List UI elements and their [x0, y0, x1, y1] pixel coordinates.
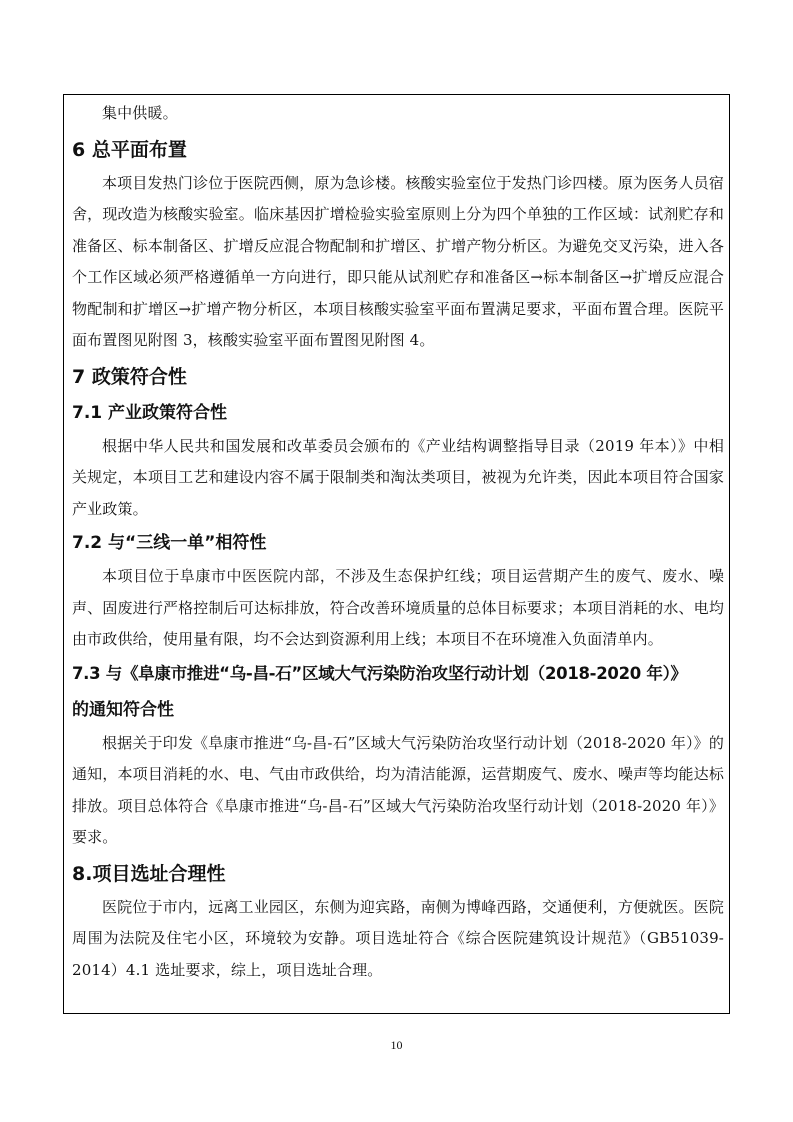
section-7-3-heading-line2: 的通知符合性	[72, 699, 174, 720]
section-7-2-paragraph: 本项目位于阜康市中医医院内部，不涉及生态保护红线；项目运营期产生的废气、废水、噪声、固废进行严格控制后可达标排放，符合改善环境质量的总体目标要求；本项目消耗的水、电均由市政供给，使用量有限，均不会达到资源利用上线；本项目不在环境准入负面清单内。	[72, 567, 724, 648]
section-8-paragraph: 医院位于市内，远离工业园区，东侧为迎宾路，南侧为博峰西路，交通便利，方便就医。医院周围为法院及住宅小区，环境较为安静。项目选址符合《综合医院建筑设计规范》（GB51039-2014）4.1 选址要求，综上，项目选址合理。	[72, 897, 724, 979]
section-8-heading: 8.项目选址合理性	[72, 862, 226, 885]
section-7-1-paragraph: 根据中华人民共和国发展和改革委员会颁布的《产业结构调整指导目录（2019 年本）》中相关规定，本项目工艺和建设内容不属于限制类和淘汰类项目，被视为允许类，因此本项目符合国家产业政策。	[72, 436, 724, 518]
section-7-2-heading: 7.2 与“三线一单”相符性	[72, 533, 267, 553]
page-number: 10	[390, 1038, 403, 1052]
section-6-paragraph: 本项目发热门诊位于医院西侧，原为急诊楼。核酸实验室位于发热门诊四楼。原为医务人员宿舍，现改造为核酸实验室。临床基因扩增检验实验室原则上分为四个单独的工作区域：试剂贮存和准备区、标本制备区、扩增反应混合物配制和扩增区、扩增产物分析区。为避免交叉污染，进入各个工作区域必须严格遵循单一方向进行，即只能从试剂贮存和准备区→标本制备区→扩增反应混合物配制和扩增区→扩增产物分析区，本项目核酸实验室平面布置满足要求，平面布置合理。医院平面布置图见附图 3，核酸实验室平面布置图见附图 4。	[72, 173, 724, 349]
section-7-3-heading-line1: 7.3 与《阜康市推进“乌-昌-石”区域大气污染防治攻坚行动计划（2018-2020 年）》	[72, 663, 687, 683]
document-body	[72, 98, 724, 986]
section-6-heading: 6 总平面布置	[72, 138, 187, 161]
section-7-heading: 7 政策符合性	[72, 365, 187, 388]
section-7-3-paragraph: 根据关于印发《阜康市推进“乌-昌-石”区域大气污染防治攻坚行动计划（2018-2020 年）》的通知，本项目消耗的水、电、气由市政供给，均为清洁能源，运营期废气、废水、噪声等均能达标排放。项目总体符合《阜康市推进“乌-昌-石”区域大气污染防治攻坚行动计划（2018-2020 年）》要求。	[72, 733, 724, 846]
intro-tail-paragraph: 集中供暖。	[102, 104, 178, 122]
section-7-1-heading: 7.1 产业政策符合性	[72, 402, 228, 423]
